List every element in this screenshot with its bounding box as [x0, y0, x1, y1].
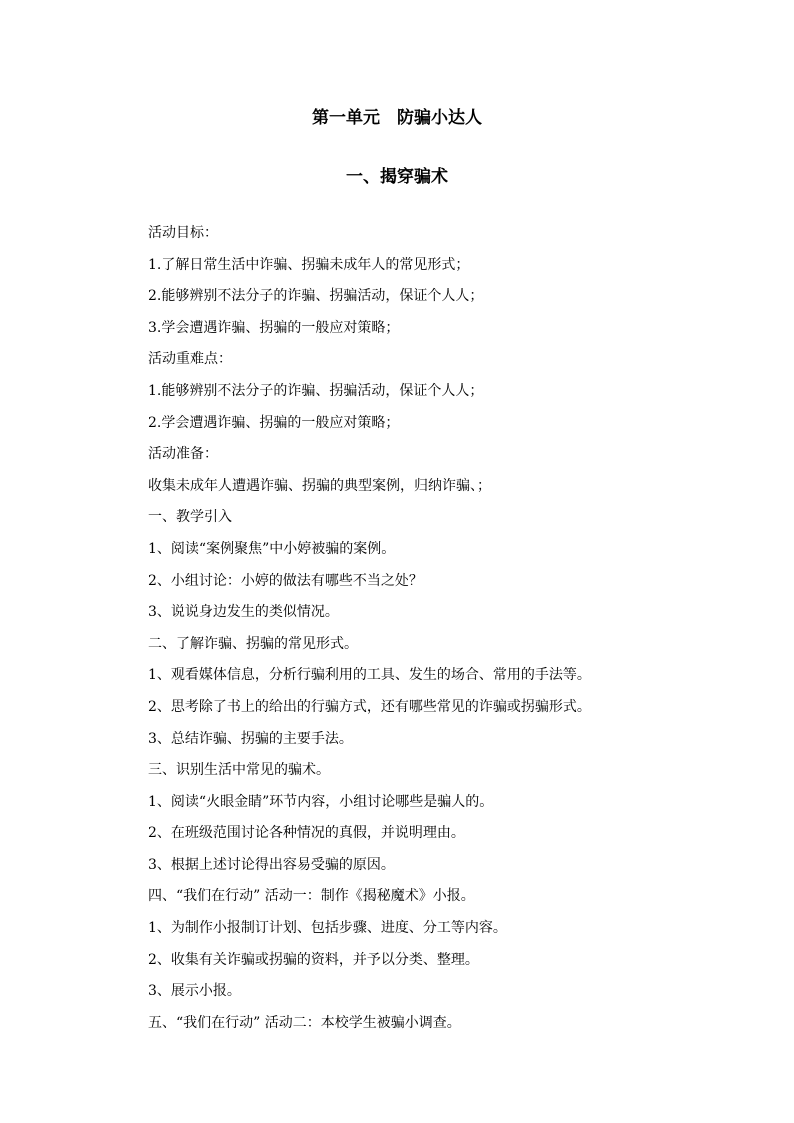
text-line: 2、思考除了书上的给出的行骗方式，还有哪些常见的诈骗或拐骗形式。: [148, 698, 591, 715]
text-line: 3、展示小报。: [148, 983, 241, 1000]
section-title: 一、揭穿骗术: [346, 167, 448, 187]
text-line: 活动目标：: [148, 225, 218, 241]
document-title: 第一单元 防骗小达人: [312, 108, 482, 128]
text-line: 2、在班级范围讨论各种情况的真假，并说明理由。: [148, 825, 465, 842]
text-line: 二、了解诈骗、拐骗的常见形式。: [148, 635, 358, 652]
text-line: 2.能够辨别不法分子的诈骗、拐骗活动，保证个人人；: [148, 288, 484, 305]
text-line: 活动重难点：: [148, 351, 232, 368]
text-line: 三、识别生活中常见的骗术。: [148, 762, 330, 779]
text-line: 3、说说身边发生的类似情况。: [148, 604, 339, 621]
text-line: 2.学会遭遇诈骗、拐骗的一般应对策略；: [148, 414, 400, 431]
text-line: 2、小组讨论：小婷的做法有哪些不当之处？: [148, 572, 423, 589]
text-line: 一、教学引入: [148, 509, 232, 526]
text-line: 1、阅读“案例聚焦”中小婷被骗的案例。: [148, 540, 396, 557]
text-line: 1、为制作小报制订计划、包括步骤、进度、分工等内容。: [148, 920, 507, 937]
text-line: 2、收集有关诈骗或拐骗的资料，并予以分类、整理。: [148, 951, 479, 968]
text-line: 活动准备：: [148, 446, 218, 463]
text-line: 1、观看媒体信息，分析行骗利用的工具、发生的场合、常用的手法等。: [148, 667, 591, 684]
text-line: 四、“我们在行动” 活动一：制作《揭秘魔术》小报。: [148, 888, 475, 905]
text-line: 1、阅读“火眼金睛”环节内容，小组讨论哪些是骗人的。: [148, 793, 494, 810]
text-line: 3、根据上述讨论得出容易受骗的原因。: [148, 856, 395, 873]
text-line: 五、“我们在行动” 活动二：本校学生被骗小调查。: [148, 1014, 461, 1031]
body-text: [148, 222, 768, 1043]
text-line: 3.学会遭遇诈骗、拐骗的一般应对策略；: [148, 319, 400, 336]
text-line: 3、总结诈骗、拐骗的主要手法。: [148, 730, 353, 747]
text-line: 1.能够辨别不法分子的诈骗、拐骗活动，保证个人人；: [148, 382, 484, 399]
text-line: 收集未成年人遭遇诈骗、拐骗的典型案例，归纳诈骗、；: [148, 477, 491, 494]
text-line: 1.了解日常生活中诈骗、拐骗未成年人的常见形式；: [148, 256, 470, 273]
